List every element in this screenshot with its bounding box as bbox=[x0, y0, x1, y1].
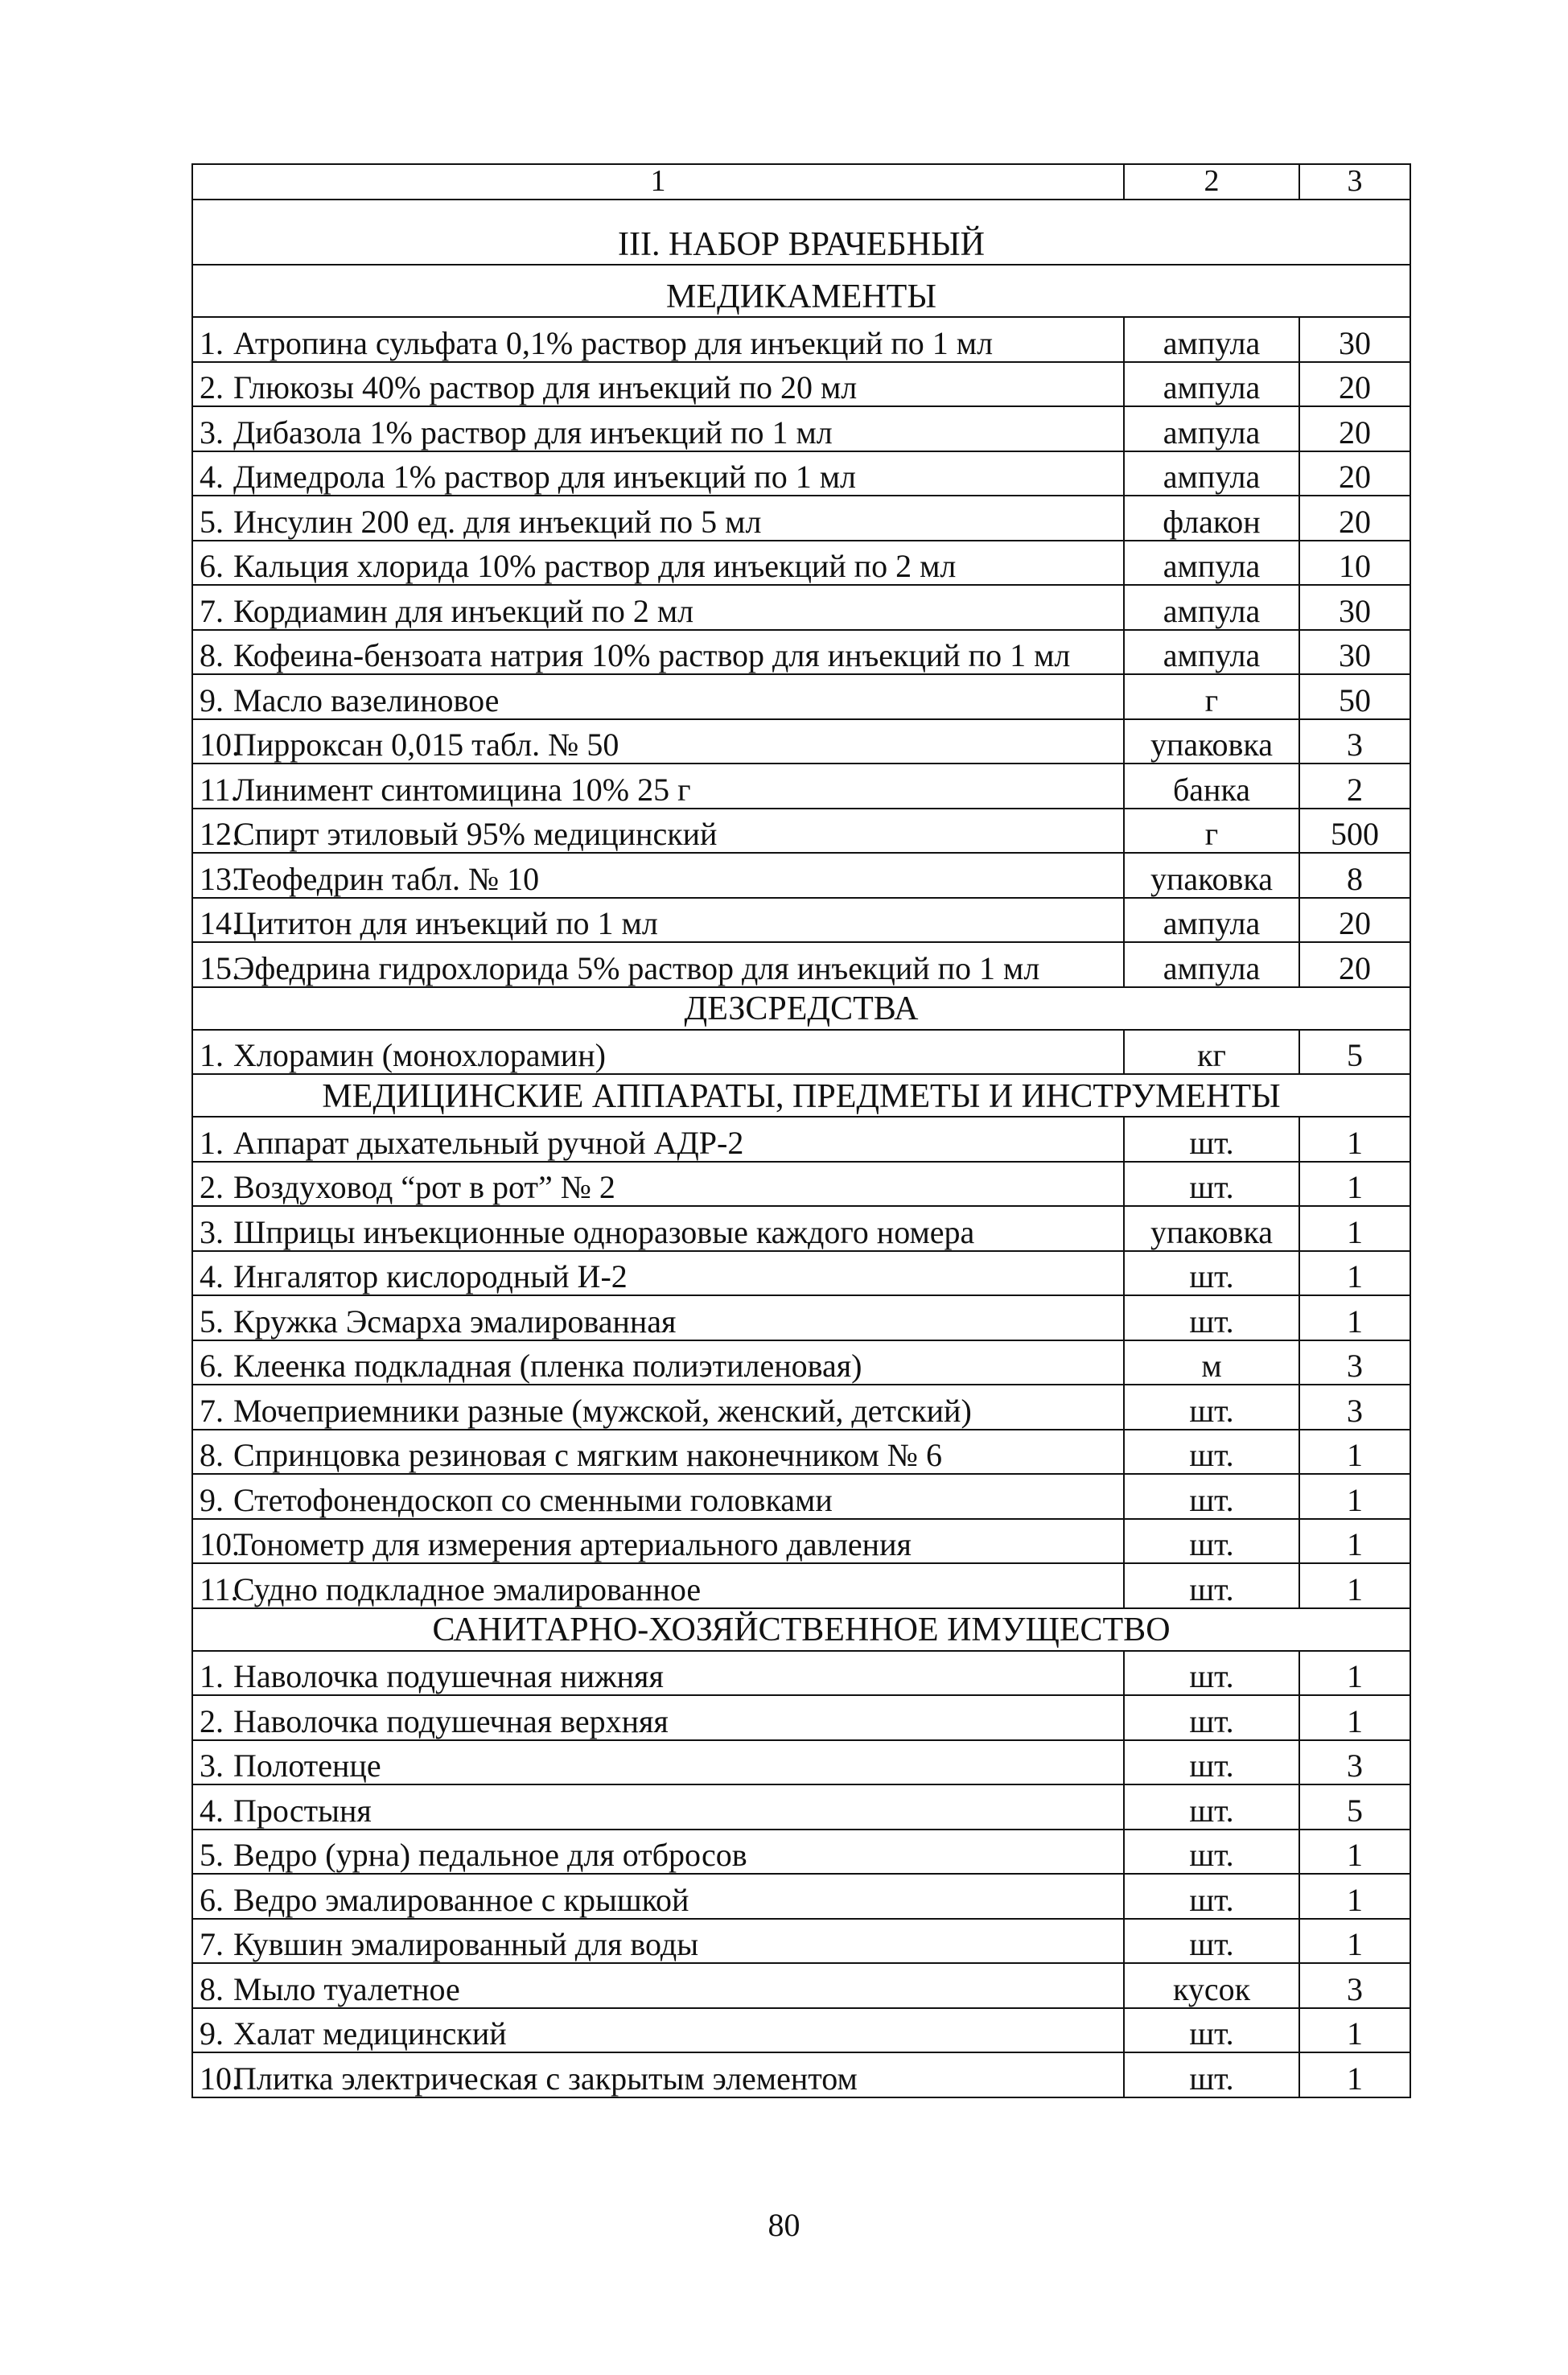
item-name-cell bbox=[192, 1030, 1124, 1075]
table-row bbox=[192, 2052, 1410, 2097]
item-unit: шт. bbox=[1124, 1519, 1299, 1564]
item-unit: шт. bbox=[1124, 1784, 1299, 1830]
item-unit: шт. bbox=[1124, 1385, 1299, 1430]
column-number-row bbox=[192, 164, 1410, 200]
item-quantity: 8 bbox=[1299, 853, 1410, 898]
item-name: Линимент синтомицина 10% 25 г bbox=[233, 771, 691, 808]
item-name-cell bbox=[192, 1162, 1124, 1207]
item-name: Аппарат дыхательный ручной АДР-2 bbox=[233, 1124, 744, 1161]
item-name-cell bbox=[192, 674, 1124, 719]
item-number: 8. bbox=[200, 1970, 224, 2007]
item-number: 1. bbox=[200, 324, 224, 361]
item-quantity: 1 bbox=[1299, 1695, 1410, 1740]
item-quantity: 1 bbox=[1299, 1162, 1410, 1207]
item-number: 5. bbox=[200, 1837, 224, 1873]
item-name: Кальция хлорида 10% раствор для инъекций по 2 мл bbox=[233, 548, 957, 584]
item-unit: шт. bbox=[1124, 1651, 1299, 1696]
item-unit: кг bbox=[1124, 1030, 1299, 1075]
item-name-cell bbox=[192, 942, 1124, 987]
item-unit: упаковка bbox=[1124, 1206, 1299, 1251]
item-name-cell bbox=[192, 1830, 1124, 1875]
item-number: 2. bbox=[200, 369, 224, 405]
item-name: Кордиамин для инъекций по 2 мл bbox=[233, 592, 694, 629]
item-quantity: 3 bbox=[1299, 1385, 1410, 1430]
item-name-cell bbox=[192, 1251, 1124, 1296]
item-number: 7. bbox=[200, 1926, 224, 1962]
item-unit: упаковка bbox=[1124, 719, 1299, 764]
item-name: Тонометр для измерения артериального давления bbox=[233, 1526, 912, 1562]
section-heading-row bbox=[192, 265, 1410, 317]
item-unit: шт. bbox=[1124, 1474, 1299, 1519]
item-unit: ампула bbox=[1124, 451, 1299, 496]
item-number: 11. bbox=[200, 1570, 239, 1607]
item-quantity: 1 bbox=[1299, 2008, 1410, 2053]
item-unit: шт. bbox=[1124, 2008, 1299, 2053]
section-heading: САНИТАРНО-ХОЗЯЙСТВЕННОЕ ИМУЩЕСТВО bbox=[192, 1608, 1410, 1651]
item-number: 14. bbox=[200, 905, 240, 941]
item-name: Масло вазелиновое bbox=[233, 681, 500, 718]
item-number: 1. bbox=[200, 1124, 224, 1161]
item-quantity: 1 bbox=[1299, 1295, 1410, 1340]
table-row bbox=[192, 1651, 1410, 1696]
column-number-1: 1 bbox=[192, 164, 1124, 200]
section-heading: МЕДИЦИНСКИЕ АППАРАТЫ, ПРЕДМЕТЫ И ИНСТРУМЕНТЫ bbox=[192, 1074, 1410, 1117]
item-number: 9. bbox=[200, 1481, 224, 1518]
table-row bbox=[192, 1740, 1410, 1785]
item-name: Кружка Эсмарха эмалированная bbox=[233, 1303, 677, 1340]
item-name-cell bbox=[192, 496, 1124, 541]
item-unit: г bbox=[1124, 674, 1299, 719]
item-name-cell bbox=[192, 764, 1124, 809]
item-unit: ампула bbox=[1124, 630, 1299, 675]
table-row bbox=[192, 1162, 1410, 1207]
item-name: Спирт этиловый 95% медицинский bbox=[233, 816, 718, 852]
item-name: Инсулин 200 ед. для инъекций по 5 мл bbox=[233, 503, 762, 540]
item-name-cell bbox=[192, 317, 1124, 362]
table-row bbox=[192, 362, 1410, 407]
item-unit: упаковка bbox=[1124, 853, 1299, 898]
item-name: Простыня bbox=[233, 1792, 372, 1829]
item-unit: г bbox=[1124, 809, 1299, 854]
item-number: 5. bbox=[200, 1303, 224, 1340]
item-unit: м bbox=[1124, 1340, 1299, 1385]
item-name: Воздуховод “рот в рот” № 2 bbox=[233, 1169, 615, 1205]
item-number: 9. bbox=[200, 2015, 224, 2052]
item-unit: шт. bbox=[1124, 1563, 1299, 1608]
item-quantity: 5 bbox=[1299, 1030, 1410, 1075]
item-number: 10. bbox=[200, 726, 240, 763]
item-name-cell bbox=[192, 1295, 1124, 1340]
item-quantity: 3 bbox=[1299, 1740, 1410, 1785]
table-row bbox=[192, 1919, 1410, 1964]
table-row bbox=[192, 1251, 1410, 1296]
item-quantity: 1 bbox=[1299, 1874, 1410, 1919]
table-row bbox=[192, 1874, 1410, 1919]
item-number: 4. bbox=[200, 459, 224, 495]
item-quantity: 1 bbox=[1299, 1563, 1410, 1608]
item-name: Кофеина-бензоата натрия 10% раствор для инъекций по 1 мл bbox=[233, 637, 1071, 673]
item-name: Атропина сульфата 0,1% раствор для инъекций по 1 мл bbox=[233, 324, 994, 361]
item-name-cell bbox=[192, 451, 1124, 496]
item-number: 13. bbox=[200, 860, 240, 897]
item-unit: шт. bbox=[1124, 1740, 1299, 1785]
item-quantity: 3 bbox=[1299, 1963, 1410, 2008]
item-name-cell bbox=[192, 1784, 1124, 1830]
item-quantity: 3 bbox=[1299, 719, 1410, 764]
item-quantity: 20 bbox=[1299, 496, 1410, 541]
item-quantity: 2 bbox=[1299, 764, 1410, 809]
equipment-table-body bbox=[192, 164, 1410, 2097]
item-name-cell bbox=[192, 1874, 1124, 1919]
item-unit: шт. bbox=[1124, 1295, 1299, 1340]
table-title: III. НАБОР ВРАЧЕБНЫЙ bbox=[192, 200, 1410, 265]
table-row bbox=[192, 406, 1410, 451]
item-quantity: 20 bbox=[1299, 898, 1410, 943]
item-number: 11. bbox=[200, 771, 239, 808]
item-unit: шт. bbox=[1124, 2052, 1299, 2097]
item-name: Пирроксан 0,015 табл. № 50 bbox=[233, 726, 619, 763]
item-number: 2. bbox=[200, 1169, 224, 1205]
table-row bbox=[192, 1784, 1410, 1830]
item-unit: ампула bbox=[1124, 942, 1299, 987]
table-row bbox=[192, 1206, 1410, 1251]
item-unit: ампула bbox=[1124, 362, 1299, 407]
item-quantity: 10 bbox=[1299, 541, 1410, 586]
item-name: Спринцовка резиновая с мягким наконечником № 6 bbox=[233, 1437, 942, 1473]
item-number: 6. bbox=[200, 1348, 224, 1384]
table-row bbox=[192, 2008, 1410, 2053]
table-row bbox=[192, 1519, 1410, 1564]
item-number: 10. bbox=[200, 2060, 240, 2097]
item-unit: шт. bbox=[1124, 1919, 1299, 1964]
section-heading-row bbox=[192, 1608, 1410, 1651]
item-name-cell bbox=[192, 1919, 1124, 1964]
item-name-cell bbox=[192, 630, 1124, 675]
item-name: Халат медицинский bbox=[233, 2015, 507, 2052]
item-quantity: 20 bbox=[1299, 362, 1410, 407]
item-number: 8. bbox=[200, 637, 224, 673]
item-quantity: 30 bbox=[1299, 630, 1410, 675]
item-quantity: 1 bbox=[1299, 2052, 1410, 2097]
item-quantity: 50 bbox=[1299, 674, 1410, 719]
item-name: Ведро (урна) педальное для отбросов bbox=[233, 1837, 747, 1873]
item-number: 12. bbox=[200, 816, 240, 852]
item-unit: ампула bbox=[1124, 317, 1299, 362]
item-quantity: 1 bbox=[1299, 1651, 1410, 1696]
item-quantity: 1 bbox=[1299, 1117, 1410, 1162]
item-name-cell bbox=[192, 1519, 1124, 1564]
table-title-row bbox=[192, 200, 1410, 265]
item-unit: шт. bbox=[1124, 1430, 1299, 1475]
table-row bbox=[192, 1295, 1410, 1340]
table-row bbox=[192, 1830, 1410, 1875]
item-name: Плитка электрическая с закрытым элементом bbox=[233, 2060, 858, 2097]
table-row bbox=[192, 541, 1410, 586]
item-number: 6. bbox=[200, 548, 224, 584]
item-quantity: 5 bbox=[1299, 1784, 1410, 1830]
item-name-cell bbox=[192, 1340, 1124, 1385]
table-row bbox=[192, 1474, 1410, 1519]
table-row bbox=[192, 1340, 1410, 1385]
item-name-cell bbox=[192, 541, 1124, 586]
item-unit: шт. bbox=[1124, 1117, 1299, 1162]
table-row bbox=[192, 1117, 1410, 1162]
table-row bbox=[192, 1563, 1410, 1608]
table-row bbox=[192, 942, 1410, 987]
item-name: Мочеприемники разные (мужской, женский, детский) bbox=[233, 1392, 972, 1429]
item-number: 15. bbox=[200, 949, 240, 986]
item-name-cell bbox=[192, 1117, 1124, 1162]
item-name: Судно подкладное эмалированное bbox=[233, 1570, 702, 1607]
item-name: Глюкозы 40% раствор для инъекций по 20 мл bbox=[233, 369, 858, 405]
item-name: Кувшин эмалированный для воды bbox=[233, 1926, 699, 1962]
item-quantity: 30 bbox=[1299, 585, 1410, 630]
item-name-cell bbox=[192, 1563, 1124, 1608]
section-heading-row bbox=[192, 987, 1410, 1030]
item-name-cell bbox=[192, 1740, 1124, 1785]
item-number: 4. bbox=[200, 1792, 224, 1829]
item-number: 5. bbox=[200, 503, 224, 540]
item-name: Димедрола 1% раствор для инъекций по 1 мл bbox=[233, 459, 856, 495]
item-number: 1. bbox=[200, 1037, 224, 1073]
table-row bbox=[192, 585, 1410, 630]
item-name-cell bbox=[192, 1474, 1124, 1519]
item-quantity: 1 bbox=[1299, 1251, 1410, 1296]
item-name: Хлорамин (монохлорамин) bbox=[233, 1037, 606, 1073]
item-unit: ампула bbox=[1124, 541, 1299, 586]
item-name-cell bbox=[192, 898, 1124, 943]
item-unit: шт. bbox=[1124, 1874, 1299, 1919]
item-name: Цититон для инъекций по 1 мл bbox=[233, 905, 658, 941]
item-name-cell bbox=[192, 1385, 1124, 1430]
item-name: Мыло туалетное bbox=[233, 1970, 460, 2007]
page-number: 80 bbox=[768, 2207, 800, 2243]
item-unit: ампула bbox=[1124, 406, 1299, 451]
item-unit: шт. bbox=[1124, 1695, 1299, 1740]
table-row bbox=[192, 630, 1410, 675]
table-row bbox=[192, 1385, 1410, 1430]
item-quantity: 3 bbox=[1299, 1340, 1410, 1385]
item-quantity: 500 bbox=[1299, 809, 1410, 854]
item-unit: шт. bbox=[1124, 1830, 1299, 1875]
item-name-cell bbox=[192, 2008, 1124, 2053]
item-name: Полотенце bbox=[233, 1747, 381, 1784]
item-name: Ингалятор кислородный И-2 bbox=[233, 1258, 628, 1295]
item-name-cell bbox=[192, 1651, 1124, 1696]
item-name-cell bbox=[192, 1430, 1124, 1475]
equipment-table bbox=[191, 163, 1411, 2098]
item-number: 4. bbox=[200, 1258, 224, 1295]
table-row bbox=[192, 809, 1410, 854]
table-row bbox=[192, 764, 1410, 809]
item-quantity: 20 bbox=[1299, 451, 1410, 496]
section-heading: МЕДИКАМЕНТЫ bbox=[192, 265, 1410, 317]
item-name: Теофедрин табл. № 10 bbox=[233, 860, 540, 897]
table-row bbox=[192, 496, 1410, 541]
item-name: Наволочка подушечная нижняя bbox=[233, 1658, 664, 1694]
item-quantity: 1 bbox=[1299, 1474, 1410, 1519]
item-number: 8. bbox=[200, 1437, 224, 1473]
item-number: 7. bbox=[200, 1392, 224, 1429]
item-name-cell bbox=[192, 809, 1124, 854]
section-heading-row bbox=[192, 1074, 1410, 1117]
item-name-cell bbox=[192, 1206, 1124, 1251]
item-number: 3. bbox=[200, 414, 224, 451]
column-number-2: 2 bbox=[1124, 164, 1299, 200]
item-quantity: 1 bbox=[1299, 1430, 1410, 1475]
section-heading: ДЕЗСРЕДСТВА bbox=[192, 987, 1410, 1030]
item-name-cell bbox=[192, 2052, 1124, 2097]
item-name-cell bbox=[192, 719, 1124, 764]
table-row bbox=[192, 1963, 1410, 2008]
item-number: 3. bbox=[200, 1747, 224, 1784]
item-number: 2. bbox=[200, 1702, 224, 1739]
item-number: 10. bbox=[200, 1526, 240, 1562]
item-number: 6. bbox=[200, 1881, 224, 1918]
item-unit: кусок bbox=[1124, 1963, 1299, 2008]
item-quantity: 20 bbox=[1299, 406, 1410, 451]
table-row bbox=[192, 1430, 1410, 1475]
item-name-cell bbox=[192, 1963, 1124, 2008]
item-number: 3. bbox=[200, 1213, 224, 1250]
item-quantity: 30 bbox=[1299, 317, 1410, 362]
item-unit: шт. bbox=[1124, 1251, 1299, 1296]
column-number-3: 3 bbox=[1299, 164, 1410, 200]
table-row bbox=[192, 898, 1410, 943]
item-name-cell bbox=[192, 853, 1124, 898]
item-unit: шт. bbox=[1124, 1162, 1299, 1207]
table-row bbox=[192, 674, 1410, 719]
item-unit: ампула bbox=[1124, 898, 1299, 943]
item-name-cell bbox=[192, 362, 1124, 407]
item-name: Ведро эмалированное с крышкой bbox=[233, 1881, 689, 1918]
item-name: Эфедрина гидрохлорида 5% раствор для инъекций по 1 мл bbox=[233, 949, 1040, 986]
item-name-cell bbox=[192, 406, 1124, 451]
table-row bbox=[192, 317, 1410, 362]
table-row bbox=[192, 1030, 1410, 1075]
item-name: Стетофонендоскоп со сменными головками bbox=[233, 1481, 833, 1518]
item-name-cell bbox=[192, 585, 1124, 630]
item-quantity: 1 bbox=[1299, 1919, 1410, 1964]
item-name-cell bbox=[192, 1695, 1124, 1740]
table-row bbox=[192, 719, 1410, 764]
item-unit: ампула bbox=[1124, 585, 1299, 630]
item-name: Наволочка подушечная верхняя bbox=[233, 1702, 669, 1739]
item-name: Дибазола 1% раствор для инъекций по 1 мл bbox=[233, 414, 833, 451]
item-unit: банка bbox=[1124, 764, 1299, 809]
item-quantity: 1 bbox=[1299, 1206, 1410, 1251]
item-quantity: 1 bbox=[1299, 1830, 1410, 1875]
table-row bbox=[192, 853, 1410, 898]
item-number: 9. bbox=[200, 681, 224, 718]
item-name: Шприцы инъекционные одноразовые каждого номера bbox=[233, 1213, 975, 1250]
table-row bbox=[192, 1695, 1410, 1740]
item-quantity: 1 bbox=[1299, 1519, 1410, 1564]
item-number: 1. bbox=[200, 1658, 224, 1694]
item-quantity: 20 bbox=[1299, 942, 1410, 987]
table-row bbox=[192, 451, 1410, 496]
item-name: Клеенка подкладная (пленка полиэтиленовая) bbox=[233, 1348, 862, 1384]
item-unit: флакон bbox=[1124, 496, 1299, 541]
item-number: 7. bbox=[200, 592, 224, 629]
